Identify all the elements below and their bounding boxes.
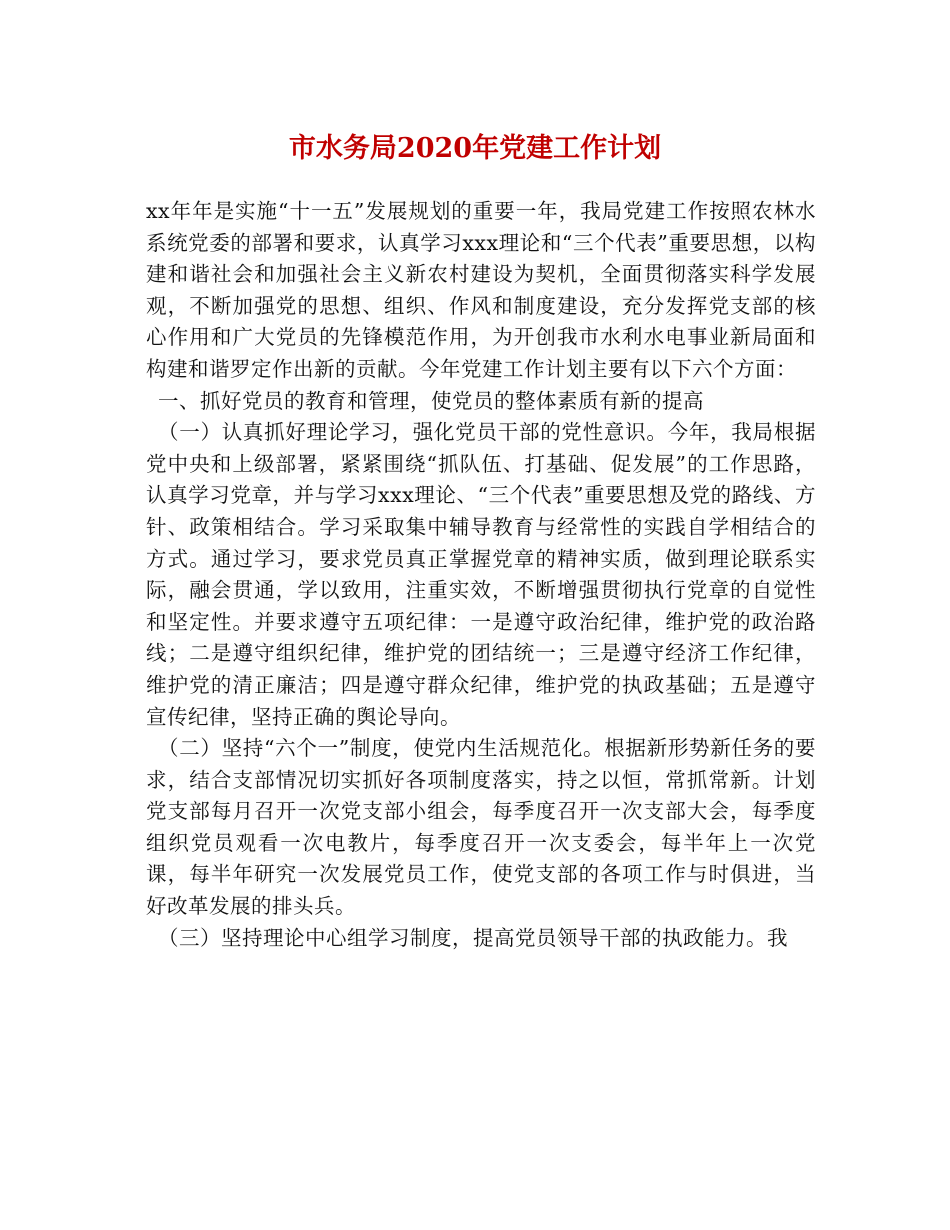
subsection-paragraph-1: （一）认真抓好理论学习，强化党员干部的党性意识。今年，我局根据党中央和上级部署，紧紧围绕“抓队伍、打基础、促发展”的工作思路，认真学习党章，并与学习xxx理论、“三个代表”重要思想及党的路线、方针、政策相结合。学习采取集中辅导教育与经常性的实践自学相结合的方式。通过学习，要求党员真正掌握党章的精神实质，做到理论联系实际，融会贯通，学以致用，注重实效，不断增强贯彻执行党章的自觉性和坚定性。并要求遵守五项纪律：一是遵守政治纪律，维护党的政治路线；二是遵守组织纪律，维护党的团结统一；三是遵守经济工作纪律，维护党的清正廉洁；四是遵守群众纪律，维护党的执政基础；五是遵守宣传纪律，坚持正确的舆论导向。 — [146, 420, 816, 729]
section-heading-1: 一、抓好党员的教育和管理，使党员的整体素质有新的提高 — [158, 388, 704, 413]
intro-paragraph: xx年年是实施“十一五”发展规划的重要一年，我局党建工作按照农林水系统党委的部署和要求，认真学习xxx理论和“三个代表”重要思想，以构建和谐社会和加强社会主义新农村建设为契机，全面贯彻落实科学发展观，不断加强党的思想、组织、作风和制度建设，充分发挥党支部的核心作用和广大党员的先锋模范作用，为开创我市水利水电事业新局面和构建和谐罗定作出新的贡献。今年党建工作计划主要有以下六个方面： — [146, 199, 816, 381]
subsection-paragraph-3: （三）坚持理论中心组学习制度，提高党员领导干部的执政能力。我 — [158, 925, 788, 950]
subsection-paragraph-2: （二）坚持“六个一”制度，使党内生活规范化。根据新形势新任务的要求，结合支部情况切实抓好各项制度落实，持之以恒，常抓常新。计划党支部每月召开一次党支部小组会，每季度召开一次支部大会，每季度组织党员观看一次电教片，每季度召开一次支委会，每半年上一次党课，每半年研究一次发展党员工作，使党支部的各项工作与时俱进，当好改革发展的排头兵。 — [146, 736, 816, 919]
document-body — [146, 196, 816, 954]
document-title: 市水务局2020年党建工作计划 — [288, 133, 662, 164]
